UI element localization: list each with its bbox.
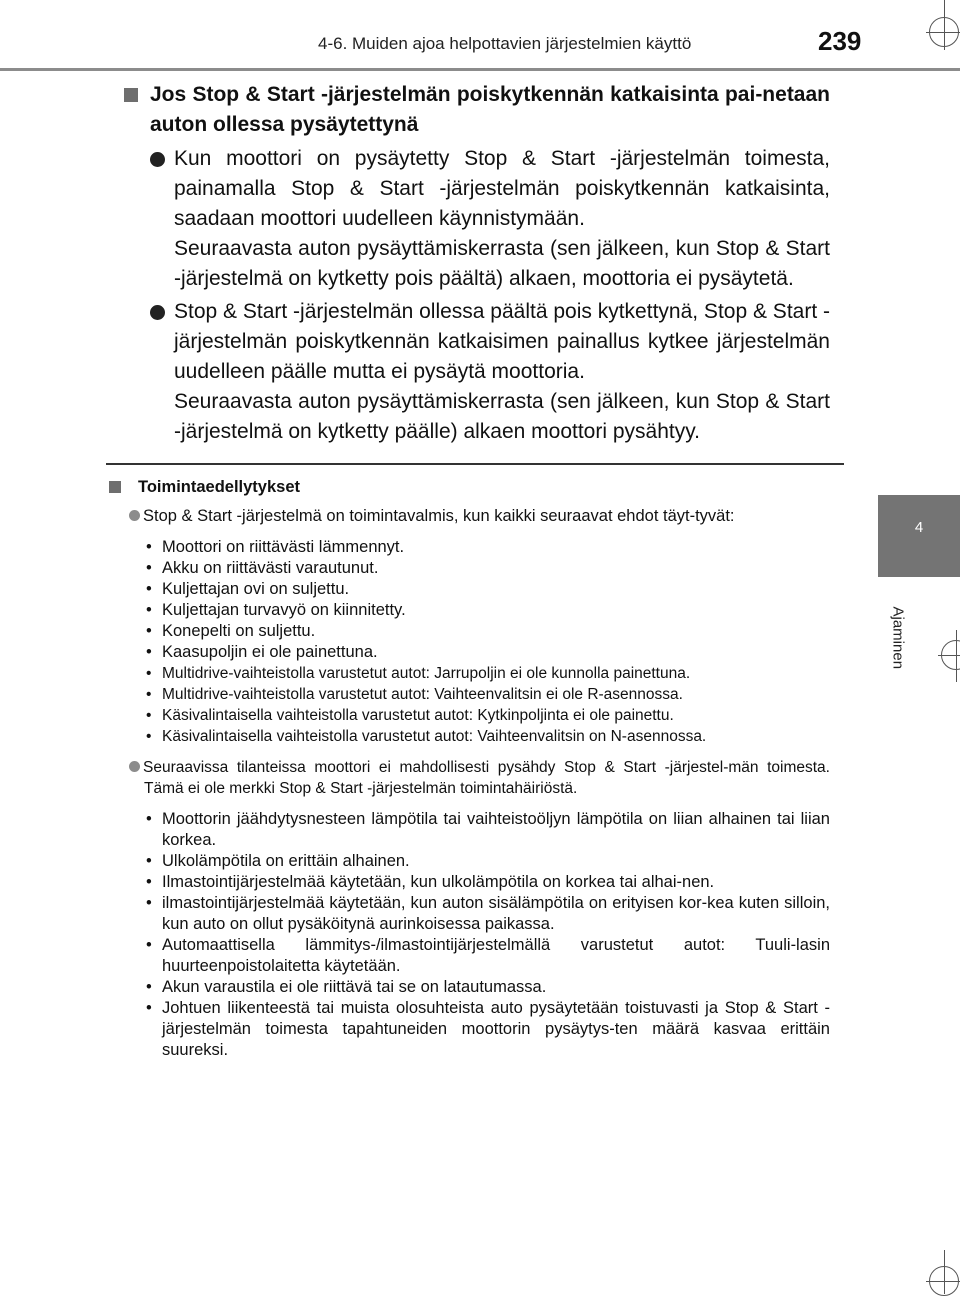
list-item-text: Ilmastointijärjestelmää käytetään, kun ulkolämpötila on korkea tai alhai-nen. <box>162 873 715 891</box>
bullet-dot-icon: • <box>146 559 152 577</box>
list-item <box>120 851 830 872</box>
bullet-dot-icon: • <box>146 936 152 954</box>
square-bullet-icon <box>109 481 121 493</box>
list-item <box>120 621 830 642</box>
bullet-dot-icon: • <box>146 643 152 661</box>
list-item-text: Käsivalintaisella vaihteistolla varustetut autot: Vaihteenvalitsin on N-asennossa. <box>162 728 707 745</box>
bullet-dot-icon: • <box>146 686 152 703</box>
list-item-text: Akku on riittävästi varautunut. <box>162 559 379 577</box>
main-section <box>120 80 830 447</box>
list-item-text: Ulkolämpötila on erittäin alhainen. <box>162 852 410 870</box>
list-item-text: Käsivalintaisella vaihteistolla varustetut autot: Kytkinpoljinta ei ole painettu. <box>162 707 674 724</box>
list-item <box>120 642 830 663</box>
list-item <box>120 726 830 747</box>
list-item <box>120 684 830 705</box>
bullet-dot-icon: • <box>146 852 152 870</box>
not-stopping-intro: Seuraavissa tilanteissa moottori ei mahdollisesti pysähdy Stop & Start -järjestel-män toimesta. Tämä ei ole merkki Stop & Start -järjestelmän toimintahäiriöstä. <box>120 757 830 799</box>
list-item-text: Moottori on riittävästi lämmennyt. <box>162 538 405 556</box>
list-item-text: Kaasupoljin ei ole painettuna. <box>162 643 378 661</box>
page-number: 239 <box>818 26 862 56</box>
header-rule <box>0 68 960 71</box>
crop-mark-middle-v <box>956 630 957 682</box>
list-item-text: Johtuen liikenteestä tai muista olosuhteista auto pysäytetään toistuvasti ja Stop & Start -järjestelmän toimesta tapahtuneiden moottorin pysäytys-ten määrä kasvaa erittäin suureksi. <box>162 999 830 1059</box>
crop-mark-bottom <box>944 1250 945 1294</box>
section-divider <box>106 463 844 465</box>
list-item-text: ilmastointijärjestelmää käytetään, kun auton sisälämpötila on erityisen kor-kea kuten silloin, kun auto on ollut pysäköitynä aurinkoisessa paikassa. <box>162 894 830 933</box>
list-item <box>120 998 830 1061</box>
list-item <box>120 977 830 998</box>
list-item <box>120 705 830 726</box>
list-item <box>120 600 830 621</box>
bullet-dot-icon: • <box>146 810 152 828</box>
page-content <box>120 80 830 1071</box>
bullet-dot-icon: • <box>146 707 152 724</box>
bullet-dot-icon: • <box>146 894 152 912</box>
bullet-dot-icon: • <box>146 728 152 745</box>
chapter-number: 4 <box>914 519 924 536</box>
ready-intro: Stop & Start -järjestelmä on toimintavalmis, kun kaikki seuraavat ehdot täyt-tyvät: <box>120 506 830 527</box>
circle-bullet-icon <box>129 510 140 521</box>
list-item <box>120 872 830 893</box>
main-item-note: Seuraavasta auton pysäyttämiskerrasta (sen jälkeen, kun Stop & Start -järjestelmä on kytketty pois päältä) alkaen, moottoria ei pysäytetä. <box>174 237 830 290</box>
list-item <box>120 935 830 977</box>
main-heading: Jos Stop & Start -järjestelmän poiskytkennän katkaisinta pai-netaan auton ollessa pysäytettynä <box>120 80 830 140</box>
list-item <box>120 809 830 851</box>
main-item-2 <box>120 297 830 447</box>
section-title: 4-6. Muiden ajoa helpottavien järjestelmien käyttö <box>318 34 692 53</box>
bullet-dot-icon: • <box>146 538 152 556</box>
main-item-note: Seuraavasta auton pysäyttämiskerrasta (sen jälkeen, kun Stop & Start -järjestelmä on kytketty päälle) alkaen moottori pysähtyy. <box>174 390 830 443</box>
list-item-text: Automaattisella lämmitys-/ilmastointijärjestelmällä varustetut autot: Tuuli-lasin huurteenpoistolaitetta käytetään. <box>162 936 830 975</box>
list-item-text: Multidrive-vaihteistolla varustetut autot: Vaihteenvalitsin ei ole R-asennossa. <box>162 686 683 703</box>
bullet-dot-icon: • <box>146 622 152 640</box>
list-item-text: Multidrive-vaihteistolla varustetut autot: Jarrupoljin ei ole kunnolla painettuna. <box>162 665 691 682</box>
circle-bullet-icon <box>129 761 140 772</box>
crop-mark-top-h <box>926 32 960 33</box>
bullet-dot-icon: • <box>146 999 152 1017</box>
main-item-text: Kun moottori on pysäytetty Stop & Start -järjestelmän toimesta, painamalla Stop & Start -järjestelmän poiskytkennän katkaisinta, saadaan moottori uudelleen käynnistymään. <box>174 147 830 230</box>
list-item-text: Akun varaustila ei ole riittävä tai se on latautumassa. <box>162 978 547 996</box>
list-item <box>120 893 830 935</box>
list-item-text: Kuljettajan turvavyö on kiinnitetty. <box>162 601 406 619</box>
circle-bullet-icon <box>150 305 165 320</box>
list-item-text: Kuljettajan ovi on suljettu. <box>162 580 350 598</box>
chapter-label: Ajaminen <box>889 606 907 670</box>
main-item-1 <box>120 144 830 294</box>
square-bullet-icon <box>124 88 138 102</box>
list-item <box>120 558 830 579</box>
not-stopping-list <box>120 809 830 1061</box>
bullet-dot-icon: • <box>146 978 152 996</box>
bullet-dot-icon: • <box>146 873 152 891</box>
conditions-heading: Toimintaedellytykset <box>120 477 830 498</box>
bullet-dot-icon: • <box>146 665 152 682</box>
bullet-dot-icon: • <box>146 580 152 598</box>
main-item-text: Stop & Start -järjestelmän ollessa päältä pois kytkettynä, Stop & Start -järjestelmän poiskytkennän katkaisimen painallus kytkee järjestelmän uudelleen päälle mutta ei pysäytä moottoria. <box>174 300 830 383</box>
conditions-section <box>120 477 830 1061</box>
bullet-dot-icon: • <box>146 601 152 619</box>
list-item-text: Konepelti on suljettu. <box>162 622 316 640</box>
list-item <box>120 579 830 600</box>
chapter-tab <box>878 495 960 577</box>
crop-mark-bottom-h <box>926 1281 960 1282</box>
list-item-text: Moottorin jäähdytysnesteen lämpötila tai vaihteistoöljyn lämpötila on liian alhainen tai liian korkea. <box>162 810 830 849</box>
ready-conditions-list <box>120 537 830 747</box>
list-item <box>120 537 830 558</box>
circle-bullet-icon <box>150 152 165 167</box>
list-item <box>120 663 830 684</box>
